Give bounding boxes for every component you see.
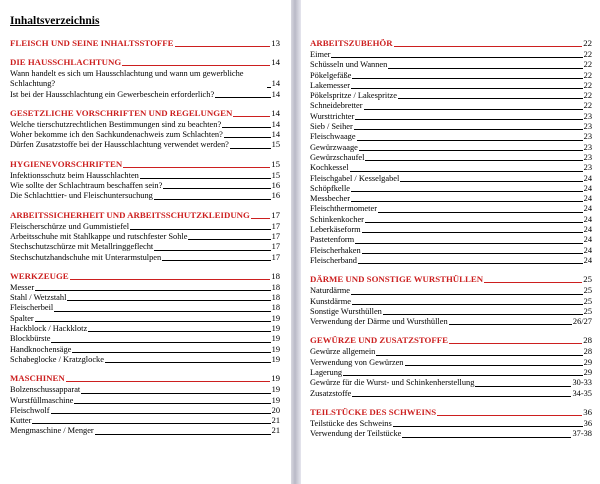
leader-line (154, 249, 270, 251)
page-number: 22 (583, 80, 592, 90)
page-number: 23 (583, 152, 592, 162)
entry-label: Blockbürste (10, 334, 51, 344)
leader-line (484, 281, 582, 283)
entry-label: Verwendung der Teilstücke (310, 429, 402, 439)
leader-line (81, 392, 270, 394)
entry-label: Sonstige Wursthüllen (310, 306, 382, 316)
page-number: 24 (583, 183, 592, 193)
page-number: 29 (583, 357, 592, 367)
toc-section (10, 108, 280, 151)
toc-entry[interactable] (310, 91, 592, 101)
leader-line (359, 149, 583, 151)
page-number: 15 (271, 170, 280, 180)
entry-label: Verwendung der Därme und Wursthüllen (310, 317, 448, 327)
page-number: 30-33 (572, 378, 592, 388)
page-number: 21 (271, 426, 280, 436)
leader-line (343, 374, 583, 376)
leader-line (122, 64, 270, 66)
page-number: 28 (583, 347, 592, 357)
leader-line (51, 412, 271, 414)
toc-entry[interactable] (310, 174, 592, 184)
leader-line (32, 422, 270, 424)
entry-label: Schabeglocke / Kratzglocke (10, 354, 104, 364)
leader-line (365, 221, 583, 223)
section-heading-label: TEILSTÜCKE DES SCHWEINS (310, 406, 437, 417)
leader-line (95, 433, 271, 435)
toc-entry[interactable] (10, 242, 280, 252)
toc-section (310, 407, 592, 440)
leader-line (393, 425, 583, 427)
leader-line (449, 342, 582, 344)
page-number: 23 (583, 142, 592, 152)
toc-entry[interactable] (310, 153, 592, 163)
page-number: 14 (271, 57, 280, 67)
entry-label: Schöpfkelle (310, 183, 351, 193)
toc-entry[interactable] (310, 112, 592, 122)
entry-label: Schneidebretter (310, 101, 363, 111)
entry-label: Hackblock / Hackklotz (10, 324, 88, 334)
page-number: 19 (271, 385, 280, 395)
toc-entry[interactable] (10, 140, 280, 150)
page-number: 18 (271, 282, 280, 292)
leader-line (35, 289, 270, 291)
section-heading-label: MASCHINEN (10, 373, 65, 384)
entry-label: Pökelspritze / Lakespritze (310, 91, 397, 101)
section-heading-label: HYGIENEVORSCHRIFTEN (10, 158, 123, 169)
page-number: 24 (583, 194, 592, 204)
toc-section-heading[interactable] (10, 57, 280, 68)
page-number: 18 (271, 293, 280, 303)
leader-line (362, 252, 583, 254)
leader-line (362, 231, 583, 233)
entry-label: Kunstdärme (310, 296, 351, 306)
toc-section (310, 274, 592, 327)
leader-line (365, 159, 582, 161)
page-number: 19 (271, 354, 280, 364)
toc-entry[interactable] (310, 419, 592, 429)
page-number: 22 (583, 50, 592, 59)
toc-section (310, 38, 592, 266)
leader-line (105, 361, 271, 363)
page-number: 18 (271, 270, 280, 281)
page-number: 25 (583, 296, 592, 306)
toc-entry[interactable] (310, 246, 592, 256)
leader-line (72, 351, 270, 353)
leader-line (351, 190, 583, 192)
page-number: 17 (271, 242, 280, 252)
entry-label: Gewürze für die Wurst- und Schinkenherstellung (310, 378, 475, 388)
toc-entry[interactable] (310, 163, 592, 173)
entry-label: Wann handelt es sich um Hausschlachtung und wann um gewerbliche Schlachtung? (10, 69, 244, 89)
toc-entry[interactable] (10, 120, 280, 130)
toc-entry[interactable] (310, 215, 592, 225)
leader-line (352, 395, 571, 397)
toc-entry[interactable] (10, 385, 280, 395)
leader-line (123, 166, 270, 168)
page-number: 24 (583, 204, 592, 214)
entry-label: Mengmaschine / Menger (10, 426, 94, 436)
toc-entry[interactable] (310, 60, 592, 70)
leader-line (154, 198, 271, 200)
toc-section-heading[interactable] (310, 38, 592, 49)
leader-line (383, 313, 583, 315)
entry-label: Ist bei der Hausschlachtung ein Gewerbeschein erforderlich? (10, 89, 215, 99)
leader-line (394, 45, 583, 47)
toc-entry[interactable] (310, 358, 592, 368)
toc-entry[interactable] (10, 303, 280, 313)
leader-line (67, 299, 270, 301)
toc-entry[interactable] (10, 334, 280, 344)
leader-line (350, 170, 583, 172)
toc-entry[interactable] (310, 307, 592, 317)
leader-line (35, 320, 271, 322)
entry-label: Bolzenschussapparat (10, 385, 81, 395)
leader-line (251, 217, 270, 219)
page-number: 22 (583, 101, 592, 111)
page-title: Inhaltsverzeichnis (10, 15, 100, 27)
entry-label: Schinkenkocher (310, 214, 364, 224)
page-number: 15 (271, 158, 280, 169)
section-heading-label: DIE HAUSSCHLACHTUNG (10, 57, 122, 67)
toc-section-heading[interactable] (310, 274, 592, 285)
leader-line (162, 259, 270, 261)
leader-line (230, 147, 271, 149)
section-heading-label: GESETZLICHE VORSCHRIFTEN UND REGELUNGEN (10, 107, 233, 118)
toc-entry[interactable] (310, 50, 592, 60)
leader-line (51, 341, 270, 343)
toc-entry[interactable] (310, 184, 592, 194)
entry-label: Messer (10, 282, 35, 292)
page-number: 37-38 (572, 429, 592, 439)
leader-line (378, 211, 583, 213)
toc-entry[interactable] (310, 122, 592, 132)
section-heading-label: DÄRME UND SONSTIGE WURSTHÜLLEN (310, 274, 484, 285)
toc-entry[interactable] (10, 253, 280, 263)
entry-label: Messbecher (310, 194, 350, 204)
page-number: 25 (583, 286, 592, 296)
leader-line (364, 108, 583, 110)
leader-line (352, 77, 582, 79)
page-number: 28 (583, 335, 592, 346)
page-number: 24 (583, 225, 592, 235)
entry-label: Die Schlachttier- und Fleischuntersuchung (10, 191, 153, 201)
book-gutter (291, 0, 301, 484)
leader-line (354, 128, 583, 130)
leader-line (70, 278, 271, 280)
leader-line (188, 238, 270, 240)
page-number: 17 (271, 209, 280, 220)
toc-section-heading[interactable] (10, 38, 280, 49)
entry-label: Kutter (10, 416, 32, 426)
leader-line (357, 139, 583, 141)
toc-entry[interactable] (10, 324, 280, 334)
toc-section (310, 335, 592, 398)
entry-label: Gewürze allgemein (310, 347, 376, 357)
leader-line (400, 180, 582, 182)
leader-line (351, 87, 583, 89)
page-number: 13 (271, 38, 280, 48)
page-number: 14 (271, 119, 280, 129)
toc-entry[interactable] (310, 204, 592, 214)
toc-section (10, 159, 280, 202)
entry-label: Welche tierschutzrechtlichen Bestimmungen sind zu beachten? (10, 119, 222, 129)
entry-label: Eimer (310, 50, 331, 59)
leader-line (351, 200, 583, 202)
toc-entry[interactable] (310, 81, 592, 91)
toc-entry[interactable] (10, 345, 280, 355)
leader-line (224, 136, 271, 138)
page-number: 15 (271, 140, 280, 150)
toc-section-heading[interactable] (10, 159, 280, 170)
leader-line (215, 96, 270, 98)
page-number: 17 (271, 221, 280, 231)
toc-entry[interactable] (10, 355, 280, 365)
entry-label: Woher bekomme ich den Sachkundenachweis zum Schlachten? (10, 130, 223, 140)
toc-entry[interactable] (10, 416, 280, 426)
toc-entry[interactable] (10, 130, 280, 140)
toc-entry[interactable] (310, 368, 592, 378)
toc-section (10, 271, 280, 365)
toc-entry[interactable] (10, 283, 280, 293)
toc-section (10, 210, 280, 263)
toc-entry[interactable] (310, 143, 592, 153)
page-number: 16 (271, 181, 280, 191)
toc-left (10, 38, 280, 437)
toc-entry[interactable] (10, 191, 280, 201)
entry-label: Fleischerband (310, 255, 357, 265)
leader-line (54, 310, 270, 312)
entry-label: Stechschutzhandschuhe mit Unterarmstulpen (10, 252, 162, 262)
page-number: 19 (271, 395, 280, 405)
page-number: 16 (271, 191, 280, 201)
page-number: 19 (271, 313, 280, 323)
page-number: 22 (583, 70, 592, 80)
page-number: 21 (271, 416, 280, 426)
entry-label: Fleischwolf (10, 405, 50, 415)
page-number: 14 (271, 130, 280, 140)
toc-section (10, 57, 280, 100)
page-number: 24 (583, 214, 592, 224)
entry-label: Leberkäseform (310, 225, 361, 235)
entry-label: Fleischthermometer (310, 204, 377, 214)
page-number: 36 (583, 406, 592, 417)
toc-section-heading[interactable] (10, 373, 280, 384)
entry-label: Handknochensäge (10, 344, 72, 354)
leader-line (405, 364, 583, 366)
page-number: 23 (583, 122, 592, 132)
leader-line (74, 402, 270, 404)
page-number: 17 (271, 252, 280, 262)
entry-label: Spalter (10, 313, 34, 323)
toc-entry[interactable] (310, 347, 592, 357)
page-number: 23 (583, 163, 592, 173)
entry-label: Stechschutzschürze mit Metallringgeflecht (10, 242, 154, 252)
leader-line (388, 67, 582, 69)
entry-label: Naturdärme (310, 286, 350, 296)
entry-label: Kochkessel (310, 163, 349, 173)
toc-entry[interactable] (10, 396, 280, 406)
left-page (0, 0, 290, 484)
page-number: 34-35 (572, 388, 592, 398)
toc-right (310, 38, 592, 440)
entry-label: Gewürzwaage (310, 142, 358, 152)
toc-entry[interactable] (10, 426, 280, 436)
page-number: 22 (583, 38, 592, 48)
page-number: 17 (271, 231, 280, 241)
toc-entry[interactable] (310, 101, 592, 111)
leader-line (376, 354, 582, 356)
toc-section-heading[interactable] (10, 210, 280, 221)
leader-line (437, 414, 582, 416)
leader-line (402, 436, 571, 438)
entry-label: Fleischerhaken (310, 245, 361, 255)
page-number: 18 (271, 303, 280, 313)
entry-label: Arbeitsschuhe mit Stahlkappe und rutschfester Sohle (10, 231, 188, 241)
toc-entry[interactable] (310, 71, 592, 81)
toc-section-heading[interactable] (10, 271, 280, 282)
toc-entry[interactable] (310, 286, 592, 296)
page-number: 23 (583, 132, 592, 142)
section-heading-label: WERKZEUGE (10, 270, 69, 281)
entry-label: Stahl / Wetzstahl (10, 293, 67, 303)
entry-label: Zusatzstoffe (310, 388, 352, 398)
page-number: 23 (583, 111, 592, 121)
page-number: 19 (271, 344, 280, 354)
page-number: 19 (271, 373, 280, 384)
toc-entry[interactable] (10, 181, 280, 191)
leader-line (358, 262, 583, 264)
entry-label: Gewürzschaufel (310, 152, 365, 162)
toc-entry[interactable] (310, 297, 592, 307)
toc-entry[interactable] (310, 194, 592, 204)
entry-label: Wursttrichter (310, 111, 355, 121)
entry-label: Fleischwaage (310, 132, 356, 142)
toc-section-heading[interactable] (310, 335, 592, 346)
page-number: 25 (583, 274, 592, 285)
entry-label: Fleischerschürze und Gummistiefel (10, 221, 130, 231)
leader-line (351, 293, 583, 295)
entry-label: Wie sollte der Schlachtraum beschaffen sein? (10, 181, 163, 191)
page-number: 26/27 (572, 317, 592, 327)
entry-label: Fleischerbeil (10, 303, 54, 313)
leader-line (267, 86, 271, 88)
toc-entry[interactable] (10, 222, 280, 232)
toc-section-heading[interactable] (310, 407, 592, 418)
page-number: 14 (271, 79, 280, 89)
toc-entry[interactable] (10, 171, 280, 181)
toc-entry[interactable] (10, 406, 280, 416)
toc-entry[interactable] (310, 429, 592, 439)
page-number: 14 (271, 107, 280, 118)
leader-line (352, 303, 583, 305)
leader-line (331, 56, 582, 58)
toc-entry[interactable] (10, 232, 280, 242)
leader-line (355, 242, 582, 244)
entry-label: Pastetenform (310, 235, 355, 245)
page-number: 24 (583, 173, 592, 183)
leader-line (398, 97, 583, 99)
toc-entry[interactable] (310, 317, 592, 327)
leader-line (449, 323, 572, 325)
entry-label: Lakemesser (310, 80, 350, 90)
leader-line (130, 228, 271, 230)
page-number: 25 (583, 306, 592, 316)
leader-line (163, 187, 270, 189)
section-heading-label: ARBEITSZUBEHÖR (310, 38, 393, 48)
entry-label: Teilstücke des Schweins (310, 418, 392, 428)
entry-label: Schüsseln und Wannen (310, 60, 388, 70)
section-heading-label: GEWÜRZE UND ZUSATZSTOFFE (310, 335, 449, 346)
page-number: 24 (583, 255, 592, 265)
page-number: 24 (583, 235, 592, 245)
toc-entry[interactable] (310, 256, 592, 266)
leader-line (88, 330, 270, 332)
toc-entry[interactable] (10, 90, 280, 100)
entry-label: Dürfen Zusatzstoffe bei der Hausschlachtung verwendet werden? (10, 140, 229, 150)
page-number: 24 (583, 245, 592, 255)
page-number: 22 (583, 91, 592, 101)
toc-entry[interactable] (310, 235, 592, 245)
toc-entry[interactable] (10, 293, 280, 303)
section-heading-label: FLEISCH UND SEINE INHALTSSTOFFE (10, 38, 174, 48)
toc-entry[interactable] (10, 314, 280, 324)
leader-line (140, 177, 271, 179)
toc-entry[interactable] (310, 225, 592, 235)
leader-line (355, 118, 582, 120)
page-number: 36 (583, 418, 592, 428)
leader-line (222, 126, 270, 128)
page-number: 20 (271, 405, 280, 415)
entry-label: Lagerung (310, 368, 343, 378)
toc-section (10, 38, 280, 49)
toc-section-heading[interactable] (10, 108, 280, 119)
leader-line (233, 115, 270, 117)
leader-line (175, 45, 271, 47)
toc-entry[interactable] (310, 389, 592, 399)
toc-entry[interactable] (310, 378, 592, 388)
toc-entry[interactable] (310, 132, 592, 142)
page-number: 14 (271, 89, 280, 99)
entry-label: Infektionsschutz beim Hausschlachten (10, 170, 139, 180)
entry-label: Pökelgefäße (310, 70, 352, 80)
entry-label: Verwendung von Gewürzen (310, 357, 404, 367)
page-number: 29 (583, 368, 592, 378)
page-number: 19 (271, 334, 280, 344)
page-number: 19 (271, 324, 280, 334)
right-page (302, 0, 600, 484)
leader-line (66, 380, 270, 382)
page-number: 22 (583, 60, 592, 70)
toc-section (10, 373, 280, 436)
section-heading-label: ARBEITSSICHERHEIT UND ARBEITSSCHUTZKLEIDUNG (10, 209, 250, 220)
toc-entry[interactable] (10, 69, 280, 90)
entry-label: Fleischgabel / Kesselgabel (310, 173, 400, 183)
leader-line (475, 385, 571, 387)
entry-label: Sieb / Seiher (310, 122, 353, 132)
entry-label: Wurstfüllmaschine (10, 395, 74, 405)
